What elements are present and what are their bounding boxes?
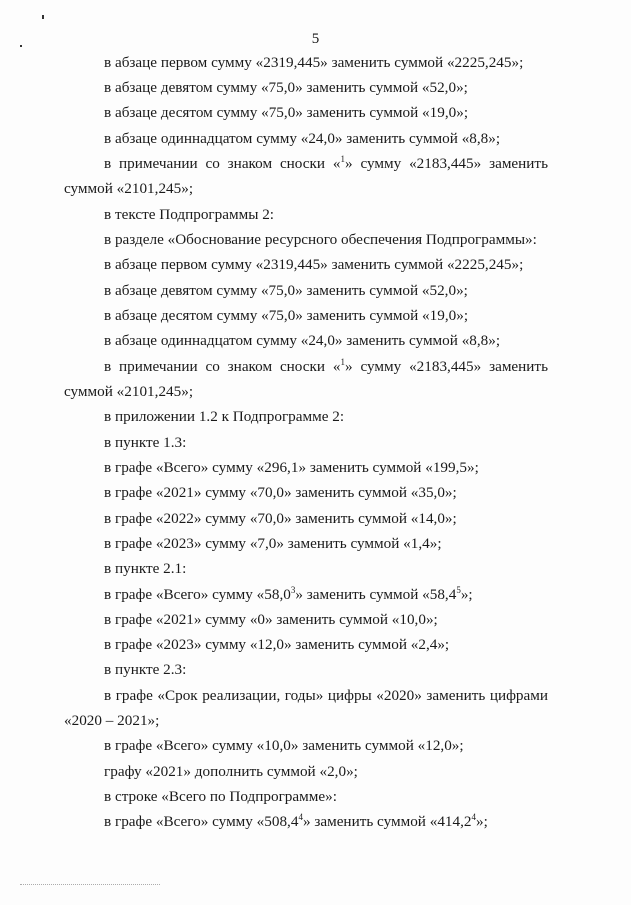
text-line: в абзаце первом сумму «2319,445» заменить суммой «2225,245»; [104, 256, 524, 273]
text-line: в графе «2021» сумму «0» заменить суммой «10,0»; [104, 611, 438, 628]
text-line: в разделе «Обоснование ресурсного обеспечения Подпрограммы»: [104, 231, 537, 248]
text-line: графу «2021» дополнить суммой «2,0»; [104, 763, 358, 780]
text-line: в графе «Всего» сумму «508,4$^4$» заменить суммой «414,2$^4$»; [104, 812, 488, 830]
text-line: в графе «Всего» сумму «10,0» заменить суммой «12,0»; [104, 737, 464, 754]
text-line: «2020 – 2021»; [64, 712, 160, 729]
text-line: в графе «Всего» сумму «296,1» заменить суммой «199,5»; [104, 459, 479, 476]
text-line: в пункте 2.1: [104, 560, 187, 577]
scan-noise [20, 884, 160, 889]
text-line: в примечании со знаком сноски «$^1$» сумму «2183,445» заменить [104, 154, 548, 172]
text-line: в абзаце девятом сумму «75,0» заменить суммой «52,0»; [104, 282, 468, 299]
text-line: в абзаце одиннадцатом сумму «24,0» заменить суммой «8,8»; [104, 130, 501, 147]
page-number: 5 [311, 31, 320, 47]
text-line: в графе «2023» сумму «12,0» заменить суммой «2,4»; [104, 636, 450, 653]
text-line: в пункте 2.3: [104, 661, 187, 678]
text-line: суммой «2101,245»; [64, 180, 194, 197]
text-line: в примечании со знаком сноски «$^1$» сумму «2183,445» заменить [104, 357, 548, 375]
text-line: суммой «2101,245»; [64, 383, 194, 400]
text-line: в абзаце одиннадцатом сумму «24,0» заменить суммой «8,8»; [104, 332, 501, 349]
text-line: в абзаце девятом сумму «75,0» заменить суммой «52,0»; [104, 79, 468, 96]
text-line: в абзаце первом сумму «2319,445» заменить суммой «2225,245»; [104, 54, 524, 71]
text-line: в графе «2022» сумму «70,0» заменить суммой «14,0»; [104, 510, 457, 527]
scan-mark [42, 15, 44, 19]
text-line: в пункте 1.3: [104, 434, 187, 451]
text-line: в графе «Всего» сумму «58,0$^3$» заменить суммой «58,4$^5$»; [104, 585, 473, 603]
text-line: в строке «Всего по Подпрограмме»: [104, 788, 337, 805]
text-line: в графе «2021» сумму «70,0» заменить суммой «35,0»; [104, 484, 457, 501]
text-line: в графе «2023» сумму «7,0» заменить суммой «1,4»; [104, 535, 442, 552]
text-line: в абзаце десятом сумму «75,0» заменить суммой «19,0»; [104, 104, 469, 121]
text-line: в приложении 1.2 к Подпрограмме 2: [104, 408, 345, 425]
text-line: в тексте Подпрограммы 2: [104, 206, 275, 223]
text-line: в абзаце десятом сумму «75,0» заменить суммой «19,0»; [104, 307, 469, 324]
text-line: в графе «Срок реализации, годы» цифры «2020» заменить цифрами [104, 687, 548, 704]
